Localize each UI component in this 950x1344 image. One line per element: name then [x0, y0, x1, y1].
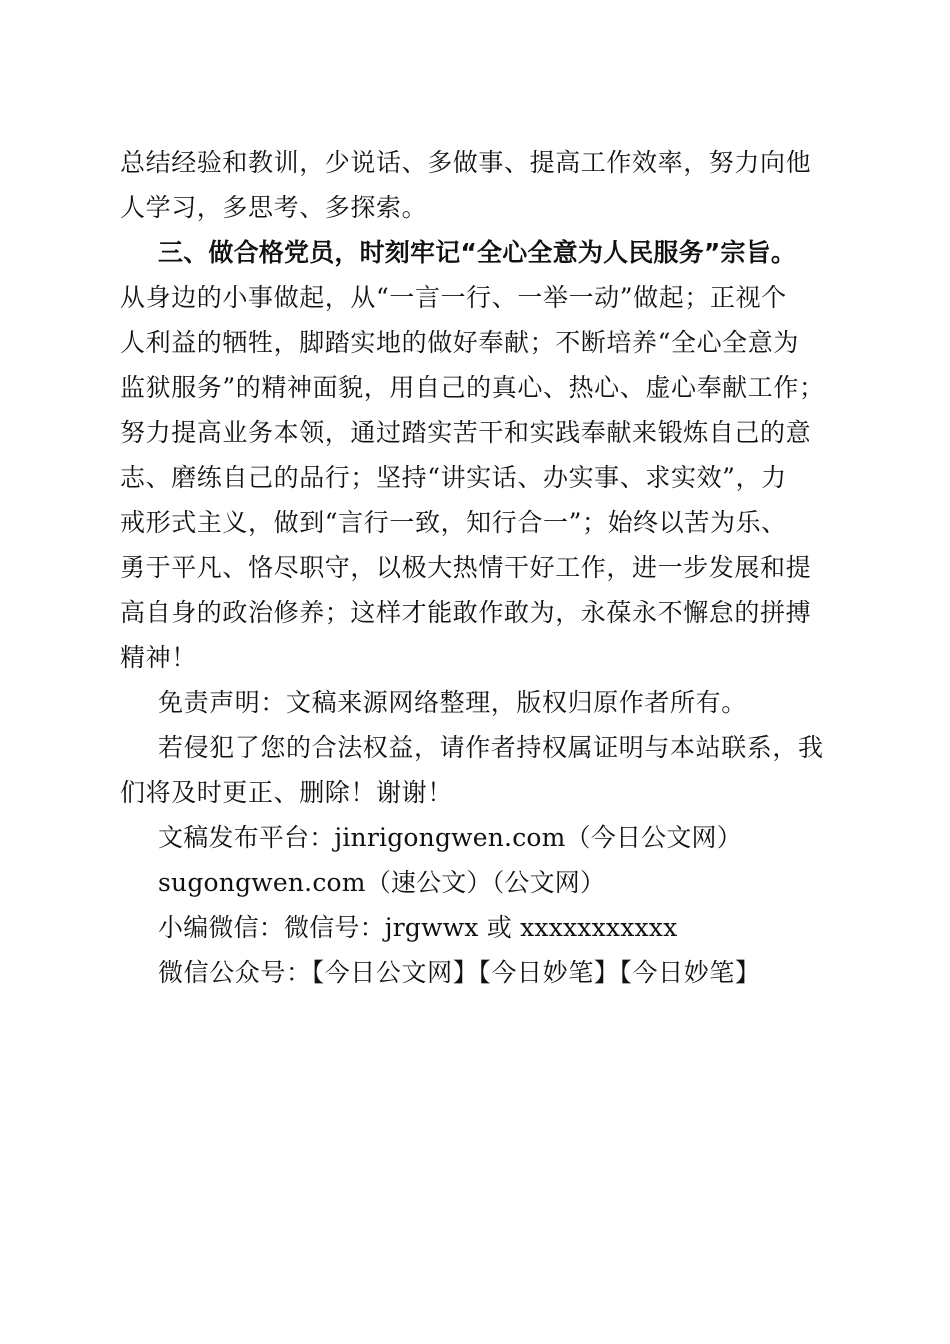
section-heading: 三、做合格党员，时刻牢记“全心全意为人民服务”宗旨。	[158, 238, 797, 267]
infringement-text: 若侵犯了您的合法权益，请作者持权属证明与本站联系，我	[158, 733, 824, 762]
paragraph-line: 高自身的政治修养；这样才能敢作敢为，永葆永不懈怠的拼搏	[120, 598, 812, 627]
wechat-text: 小编微信：微信号：jrgwwx 或 xxxxxxxxxxx	[158, 913, 678, 942]
paragraph-line: 人学习，多思考、多探索。	[120, 193, 428, 222]
paragraph-line: 从身边的小事做起，从“一言一行、一举一动”做起；正视个	[120, 283, 787, 312]
paragraph-line: 精神！	[120, 643, 197, 672]
paragraph-line: 勇于平凡、恪尽职守，以极大热情干好工作，进一步发展和提	[120, 553, 812, 582]
paragraph-line: 努力提高业务本领，通过踏实苦干和实践奉献来锻炼自己的意	[120, 418, 812, 447]
disclaimer-text: 免责声明：文稿来源网络整理，版权归原作者所有。	[158, 688, 747, 717]
platform-text: 文稿发布平台：jinrigongwen.com（今日公文网）	[158, 823, 742, 852]
paragraph-line: 戒形式主义，做到“言行一致，知行合一”；始终以苦为乐、	[120, 508, 787, 537]
wechat-public-text: 微信公众号：【今日公文网】【今日妙笔】【今日妙笔】	[158, 958, 761, 987]
paragraph-line: 总结经验和教训，少说话、多做事、提高工作效率，努力向他	[120, 148, 812, 177]
paragraph-line: 志、磨练自己的品行；坚持“讲实话、办实事、求实效”，力	[120, 463, 787, 492]
paragraph-line: 监狱服务”的精神面貌，用自己的真心、热心、虚心奉献工作；	[120, 373, 825, 402]
infringement-text: 们将及时更正、删除！谢谢！	[120, 778, 453, 807]
paragraph-line: 人利益的牺牲，脚踏实地的做好奉献；不断培养“全心全意为	[120, 328, 799, 357]
sugongwen-text: sugongwen.com（速公文）（公文网）	[158, 868, 606, 897]
